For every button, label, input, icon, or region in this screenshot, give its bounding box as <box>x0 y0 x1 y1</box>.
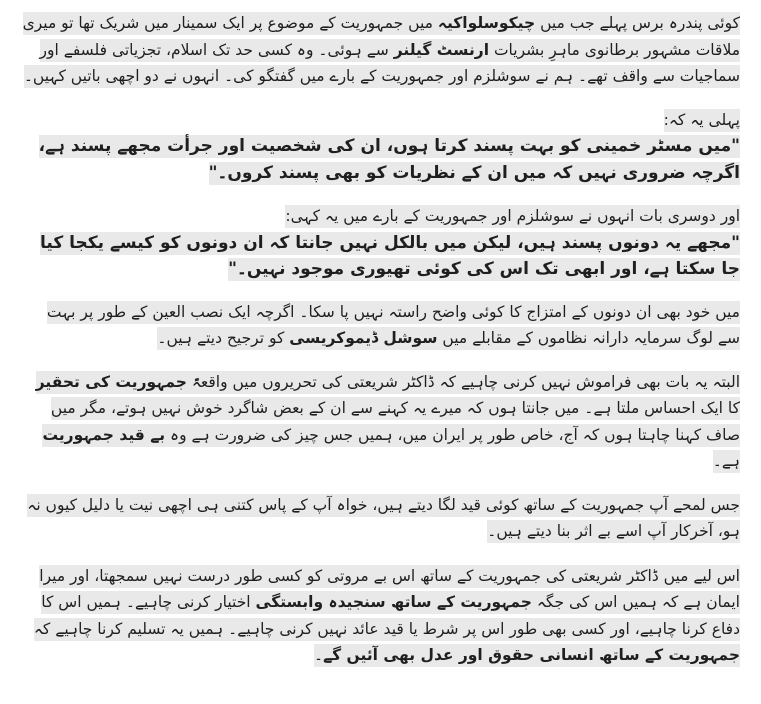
paragraph-shariati-critique <box>22 369 740 475</box>
bold-term-contempt-for-democracy: جمہوریت کی تحقیر <box>35 372 187 391</box>
text-run: سے ہوئی۔ وہ کسی حد تک اسلام، تجزیاتی فلسفے اور سماجیات سے واقف تھے۔ ہم نے سوشلزم اور جمہوریت کے بارے میں گفتگو کی۔ انہوں نے دو اچھی باتیں کہیں۔ <box>23 40 740 85</box>
highlighted-text <box>40 205 740 281</box>
paragraph-first-point <box>22 107 740 187</box>
text-run: جس لمحے آپ جمہوریت کے ساتھ کوئی قید لگا دیتے ہیں، خواہ آپ کے پاس کتنی ہی اچھی نیت یا دلیل کیوں نہ ہو، آخرکار آپ اسے بے اثر بنا دیتے ہیں۔ <box>27 495 740 540</box>
text-run: اختیار کرنی چاہیے۔ ہمیں اس کا دفاع کرنا چاہیے، اور کسی بھی طور اس پر شرط یا قید عائد نہیں کرنی چاہیے۔ ہمیں یہ تسلیم کرنا چاہیے کہ <box>33 593 740 638</box>
text-run: کوئی پندرہ برس پہلے جب میں <box>535 14 740 32</box>
paragraph-restrictions <box>22 492 740 545</box>
highlighted-text <box>23 12 740 88</box>
bold-term-commitment-to-democracy: جمہوریت کے ساتھ سنجیدہ وابستگی <box>255 593 532 611</box>
bold-term-human-rights-justice: جمہوریت کے ساتھ انسانی حقوق اور عدل بھی آئیں گے <box>323 646 740 664</box>
paragraph-social-democracy <box>22 299 740 352</box>
bold-term-unrestricted-democracy: بے قید جمہوریت <box>42 425 166 444</box>
text-run: اس لیے میں ڈاکٹر شریعتی کی جمہوریت کے ساتھ اس بے مروتی کو کسی طور درست نہیں سمجھتا، اور میرا ایمان ہے کہ ہمیں اس کی جگہ <box>39 566 740 611</box>
intro-text: اور دوسری بات انہوں نے سوشلزم اور جمہوریت کے بارے میں یہ کہی: <box>285 207 740 225</box>
highlighted-text <box>47 301 740 351</box>
quote-khomeini: "میں مسٹر خمینی کو بہت پسند کرتا ہوں، ان کی شخصیت اور جرأت مجھے پسند ہے، اگرچہ ضروری نہیں کہ میں ان کے نظریات کو بھی پسند کروں۔" <box>38 136 740 183</box>
text-run: ہے۔ <box>712 452 740 470</box>
highlighted-text <box>27 494 740 544</box>
highlighted-text <box>39 109 740 185</box>
text-run: کو ترجیح دیتے ہیں۔ <box>157 329 290 347</box>
highlighted-text <box>36 371 740 474</box>
bold-term-czechoslovakia: چیکوسلواکیہ <box>437 14 536 32</box>
quote-socialism-democracy: "مجھے یہ دونوں پسند ہیں، لیکن میں بالکل نہیں جانتا کہ ان دونوں کو کیسے یکجا کیا جا سکتا ہے، اور ابھی تک اس کی کوئی تھیوری موجود نہیں۔" <box>40 232 740 279</box>
highlighted-text <box>34 565 740 668</box>
text-run: کا ایک احساس ملتا ہے۔ میں جانتا ہوں کہ میرے یہ کہنے سے ان کے بعض شاگرد خوش نہیں ہوتے، مگر میں صاف کہنا چاہتا ہوں کہ آج، خاص طور پر ایران میں، ہمیں جس چیز کی ضرورت ہے وہ <box>50 399 740 444</box>
paragraph-seminar <box>22 10 740 90</box>
document-body <box>22 10 740 669</box>
text-run: ۔ <box>313 646 324 664</box>
text-run: میں خود بھی ان دونوں کے امتزاج کا کوئی واضح راستہ نہیں پا سکا۔ اگرچہ ایک نصب العین کے طور پر بہت سے لوگ سرمایہ دارانہ نظاموں کے مقابلے میں <box>46 302 740 347</box>
bold-term-social-democracy: سوشل ڈیموکریسی <box>289 329 438 347</box>
text-run: البتہ یہ بات بھی فراموش نہیں کرنی چاہیے کہ ڈاکٹر شریعتی کی تحریروں میں واقعۃً <box>186 372 740 391</box>
text-run: میں جمہوریت کے موضوع پر ایک سمینار میں شریک تھا تو میری ملاقات مشہور برطانوی ماہرِ بشریات <box>22 14 740 59</box>
paragraph-second-point <box>22 203 740 283</box>
paragraph-conclusion <box>22 563 740 669</box>
intro-text: پہلی یہ کہ: <box>663 110 740 129</box>
bold-term-ernest-gellner: ارنسٹ گیلنر <box>393 40 490 59</box>
